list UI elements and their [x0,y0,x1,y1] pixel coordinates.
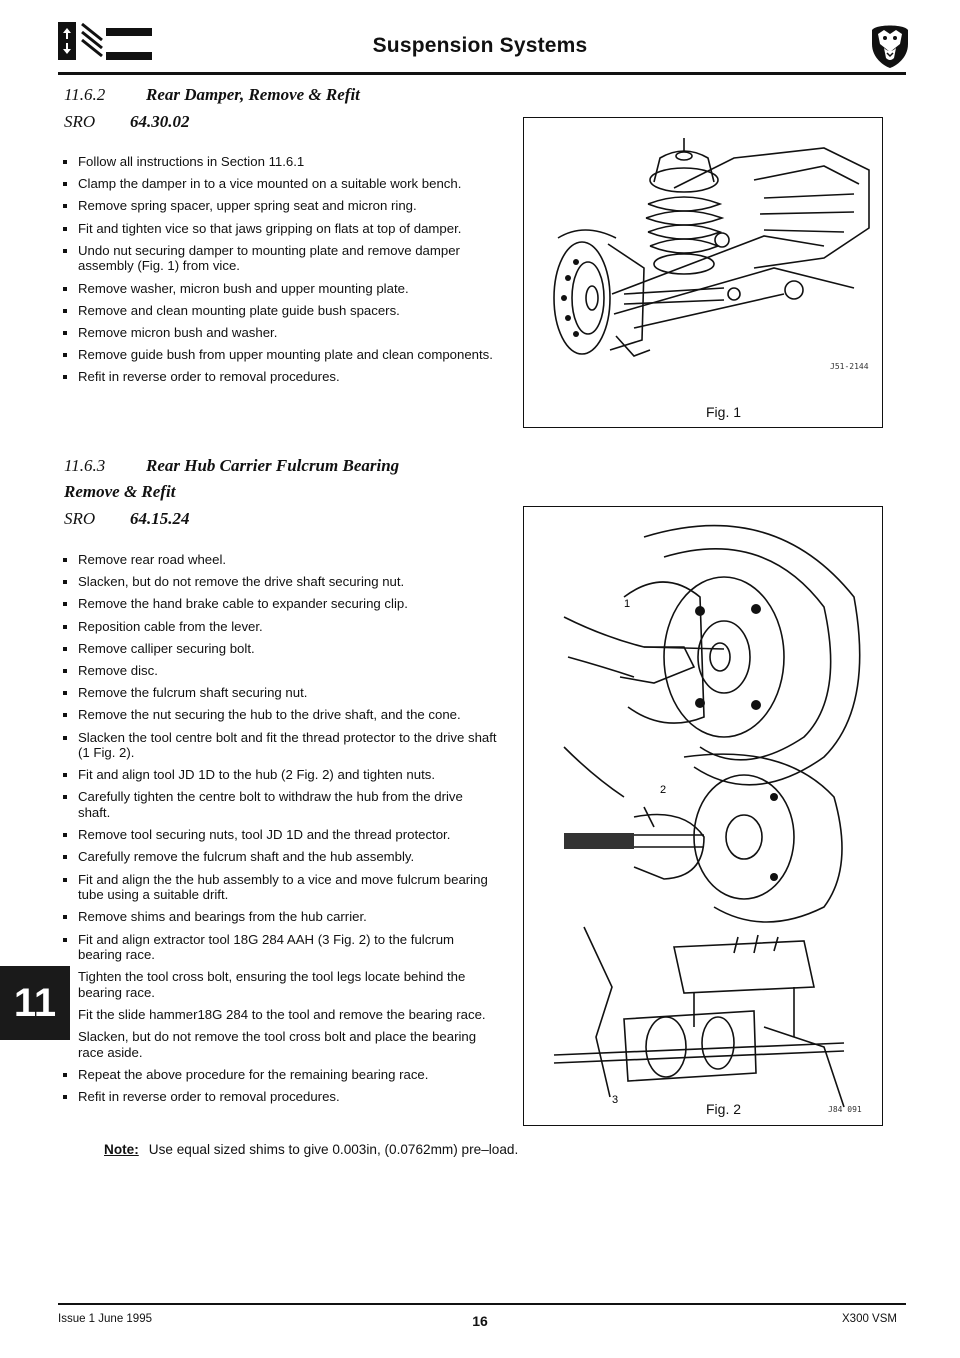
list-item: Slacken, but do not remove the drive shaft securing nut. [56,574,498,590]
section-title-line2: Remove & Refit [64,482,176,501]
sro-label: SRO [64,112,96,131]
list-item: Tighten the tool cross bolt, ensuring the tool legs locate behind the bearing race. [56,969,498,1000]
section-heading-rear-damper [64,85,360,105]
list-item: Carefully remove the fulcrum shaft and the hub assembly. [56,849,498,865]
list-item: Refit in reverse order to removal procedures. [56,1089,498,1105]
list-item: Remove the nut securing the hub to the drive shaft, and the cone. [56,707,498,723]
figure-2-label: Fig. 2 [706,1101,742,1117]
list-item: Remove tool securing nuts, tool JD 1D and the thread protector. [56,827,498,843]
figure-1-label: Fig. 1 [706,404,742,420]
list-item: Remove the fulcrum shaft securing nut. [56,685,498,701]
list-item: Follow all instructions in Section 11.6.1 [56,154,498,170]
list-item: Remove the hand brake cable to expander securing clip. [56,596,498,612]
sro-line [64,509,190,529]
list-item: Remove rear road wheel. [56,552,498,568]
hub-removal-drawing [524,507,882,1125]
figure-1-rear-suspension [523,117,883,428]
list-item: Slacken the tool centre bolt and fit the thread protector to the drive shaft (1 Fig. 2). [56,730,498,761]
list-item: Remove disc. [56,663,498,679]
fulcrum-steps-list [56,552,498,1112]
section-number: 11.6.2 [64,85,106,104]
callout-2: 2 [660,784,667,796]
list-item: Fit and tighten vice so that jaws gripping on flats at top of damper. [56,221,498,237]
header-rule [58,72,906,75]
list-item: Remove guide bush from upper mounting plate and clean components. [56,347,498,363]
list-item: Refit in reverse order to removal procedures. [56,369,498,385]
damper-steps-list [56,154,498,391]
figure-2-code: J84 091 [828,1105,862,1114]
list-item: Remove and clean mounting plate guide bush spacers. [56,303,498,319]
list-item: Fit and align extractor tool 18G 284 AAH (3 Fig. 2) to the fulcrum bearing race. [56,932,498,963]
rear-suspension-drawing [524,118,882,427]
sro-line [64,112,190,132]
list-item: Undo nut securing damper to mounting plate and remove damper assembly (Fig. 1) from vice. [56,243,498,274]
list-item: Fit the slide hammer18G 284 to the tool and remove the bearing race. [56,1007,498,1023]
list-item: Fit and align tool JD 1D to the hub (2 Fig. 2) and tighten nuts. [56,767,498,783]
jaguar-crest-icon [868,22,912,70]
note-label: Note: [104,1142,139,1157]
list-item: Fit and align the the hub assembly to a vice and move fulcrum bearing tube using a suitable drift. [56,872,498,903]
footer-rule [58,1303,906,1305]
list-item: Remove micron bush and washer. [56,325,498,341]
section-title: Rear Damper, Remove & Refit [146,85,360,104]
list-item: Repeat the above procedure for the remaining bearing race. [56,1067,498,1083]
callout-1: 1 [624,598,631,610]
list-item: Remove calliper securing bolt. [56,641,498,657]
page-title: Suspension Systems [372,34,588,57]
list-item: Remove shims and bearings from the hub carrier. [56,909,498,925]
page-number: 16 [472,1313,488,1329]
chapter-tab: 11 [0,966,70,1040]
list-item: Clamp the damper in to a vice mounted on a suitable work bench. [56,176,498,192]
list-item: Remove spring spacer, upper spring seat and micron ring. [56,198,498,214]
callout-3: 3 [612,1094,619,1106]
note-text: Use equal sized shims to give 0.003in, (0.0762mm) pre–load. [148,1142,519,1157]
footer-model: X300 VSM [842,1313,897,1325]
list-item: Slacken, but do not remove the tool cross bolt and place the bearing race aside. [56,1029,498,1060]
figure-1-code: J51-2144 [830,362,869,371]
section-title: Rear Hub Carrier Fulcrum Bearing [146,456,400,475]
sro-code: 64.30.02 [130,112,190,131]
list-item: Reposition cable from the lever. [56,619,498,635]
footer-issue: Issue 1 June 1995 [58,1313,152,1325]
section-heading-fulcrum-bearing [64,456,399,476]
list-item: Remove washer, micron bush and upper mounting plate. [56,281,498,297]
figure-2-hub-removal [523,506,883,1126]
section-number: 11.6.3 [64,456,106,475]
note-line [104,1142,518,1157]
sro-label: SRO [64,509,96,528]
list-item: Carefully tighten the centre bolt to withdraw the hub from the drive shaft. [56,789,498,820]
sro-code: 64.15.24 [130,509,190,528]
